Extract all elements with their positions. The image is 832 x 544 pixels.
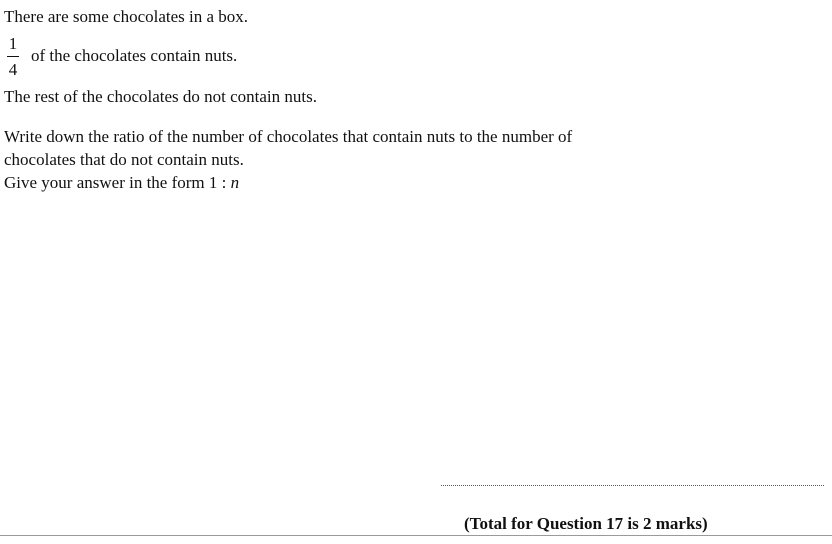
- instruction-line-1: Write down the ratio of the number of chocolates that contain nuts to the number of: [4, 127, 573, 146]
- fraction-numerator: 1: [8, 34, 18, 53]
- question-intro: There are some chocolates in a box.: [4, 7, 249, 26]
- answer-form-instruction: [4, 173, 239, 193]
- question-rest: The rest of the chocolates do not contain nuts.: [4, 87, 317, 106]
- bottom-divider: [0, 535, 832, 536]
- answer-form-variable: n: [230, 173, 240, 192]
- fraction-text: of the chocolates contain nuts.: [31, 46, 238, 65]
- answer-line[interactable]: [441, 485, 824, 486]
- answer-form-prefix: Give your answer in the form 1 :: [4, 173, 231, 192]
- fraction-bar: [7, 56, 19, 57]
- fraction-one-quarter: [7, 34, 19, 80]
- total-marks: (Total for Question 17 is 2 marks): [464, 514, 708, 533]
- instruction-line-2: chocolates that do not contain nuts.: [4, 150, 244, 169]
- fraction-denominator: 4: [8, 60, 18, 79]
